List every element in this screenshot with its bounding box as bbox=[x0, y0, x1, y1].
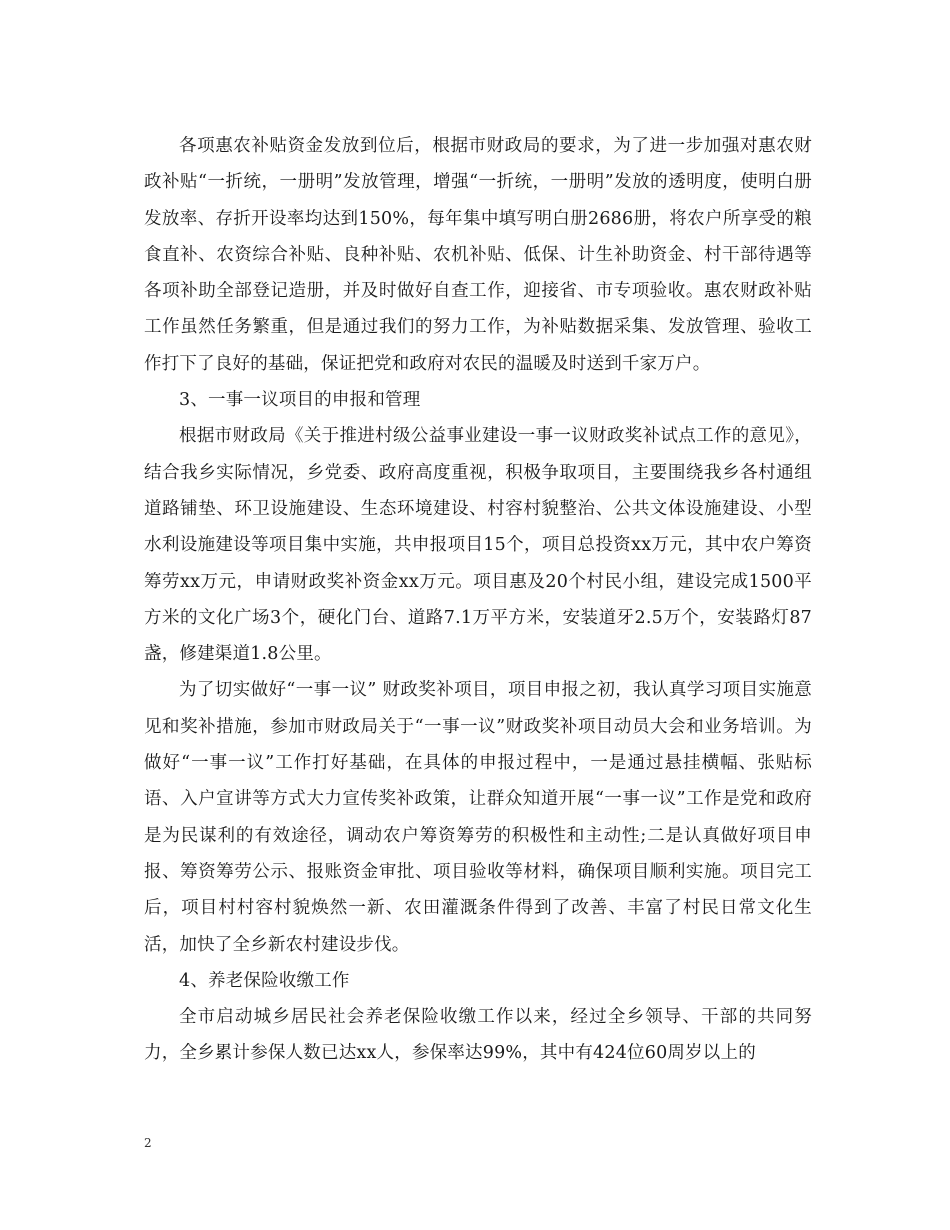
section-heading-yishiyiyi: 3、一事一议项目的申报和管理 bbox=[179, 390, 421, 411]
paragraph-project-application: 根据市财政局《关于推进村级公益事业建设一事一议财政奖补试点工作的意见》，结合我乡实际情况，乡党委、政府高度重视，积极争取项目，主要围绕我乡各村通组道路铺垫、环卫设施建设、生态环境建设、村容村貌整治、公共文体设施建设、小型水利设施建设等项目集中实施，共申报项目15个，项目总投资xx万元，其中农户筹资筹劳xx万元，申请财政奖补资金xx万元。项目惠及20个村民小组，建设完成1500平方米的文化广场3个，硬化门台、道路7.1万平方米，安装道牙2.5万个，安装路灯87盏，修建渠道1.8公里。 bbox=[144, 426, 812, 665]
document-body bbox=[144, 128, 812, 1072]
paragraph-project-implementation: 为了切实做好“一事一议” 财政奖补项目，项目申报之初，我认真学习项目实施意见和奖补措施，参加市财政局关于“一事一议”财政奖补项目动员大会和业务培训。为做好“一事一议”工作打好基础，在具体的申报过程中，一是通过悬挂横幅、张贴标语、入户宣讲等方式大力宣传奖补政策，让群众知道开展“一事一议”工作是党和政府是为民谋利的有效途径，调动农户筹资筹劳的积极性和主动性;二是认真做好项目申报、筹资筹劳公示、报账资金审批、项目验收等材料，确保项目顺利实施。项目完工后，项目村村容村貌焕然一新、农田灌溉条件得到了改善、丰富了村民日常文化生活，加快了全乡新农村建设步伐。 bbox=[144, 680, 812, 955]
page-number: 2 bbox=[144, 1136, 152, 1150]
paragraph-pension-collection: 全市启动城乡居民社会养老保险收缴工作以来，经过全乡领导、干部的共同努力，全乡累计参保人数已达xx人，参保率达99%，其中有424位60周岁以上的 bbox=[144, 1007, 812, 1064]
section-heading-pension-insurance: 4、养老保险收缴工作 bbox=[179, 970, 350, 991]
paragraph-subsidy-distribution: 各项惠农补贴资金发放到位后，根据市财政局的要求，为了进一步加强对惠农财政补贴“一折统，一册明”发放管理，增强“一折统，一册明”发放的透明度，使明白册发放率、存折开设率均达到150%，每年集中填写明白册2686册，将农户所享受的粮食直补、农资综合补贴、良种补贴、农机补贴、低保、计生补助资金、村干部待遇等各项补助全部登记造册，并及时做好自查工作，迎接省、市专项验收。惠农财政补贴工作虽然任务繁重，但是通过我们的努力工作，为补贴数据采集、发放管理、验收工作打下了良好的基础，保证把党和政府对农民的温暖及时送到千家万户。 bbox=[144, 136, 812, 374]
